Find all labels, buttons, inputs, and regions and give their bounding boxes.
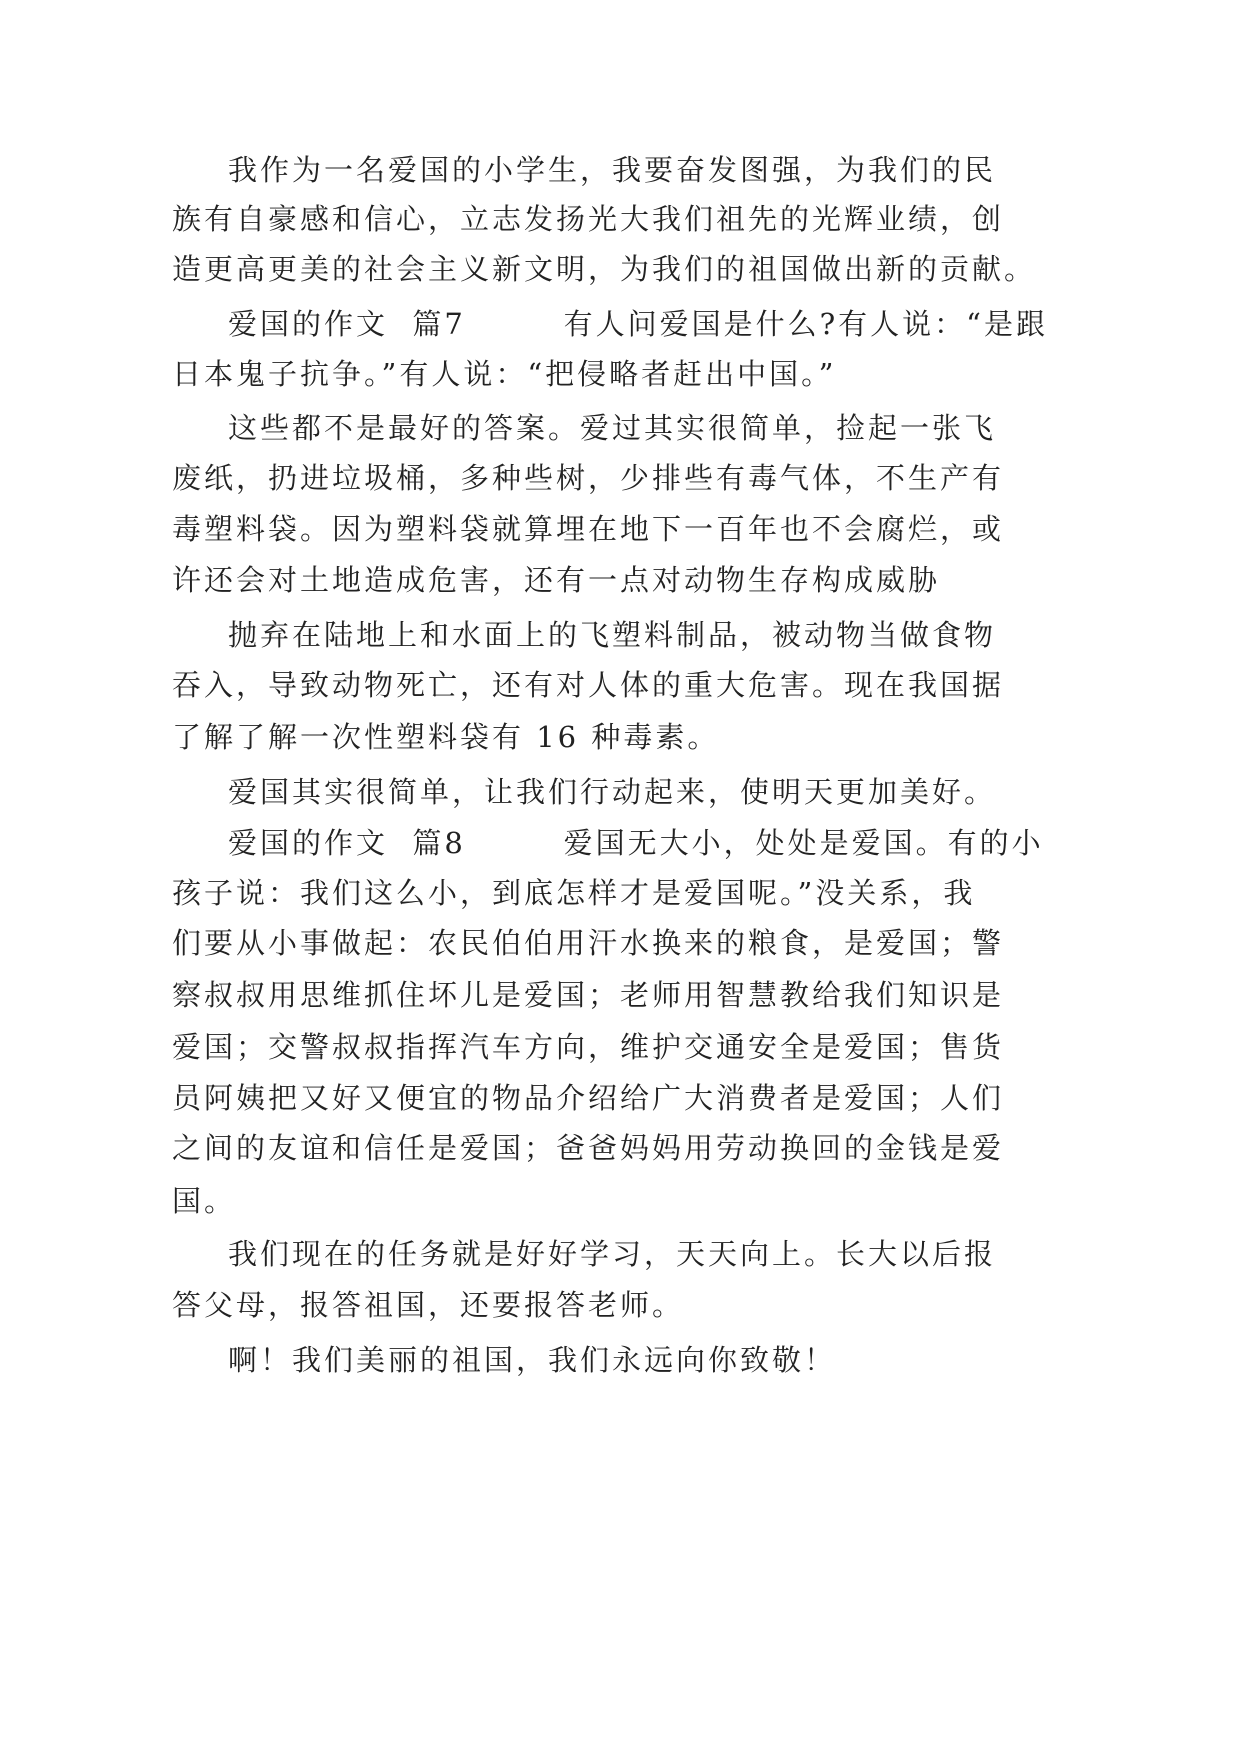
text-line: 我作为一名爱国的小学生，我要奋发图强，为我们的民 — [228, 153, 997, 187]
text-line: 们要从小事做起：农民伯伯用汗水换来的粮食，是爱国；警 — [172, 926, 1005, 960]
text-line: 这些都不是最好的答案。爱过其实很简单，捡起一张飞 — [228, 411, 997, 445]
text-line: 国。 — [172, 1184, 237, 1218]
text-line: 之间的友谊和信任是爱国；爸爸妈妈用劳动换回的金钱是爱 — [172, 1131, 1005, 1165]
text-line: 造更高更美的社会主义新文明，为我们的祖国做出新的贡献。 — [172, 252, 1037, 286]
text-line: 爱国；交警叔叔指挥汽车方向，维护交通安全是爱国；售货 — [172, 1030, 1005, 1064]
section-heading-line: 爱国的作文 篇7 有人问爱国是什么?有人说：“是跟 — [228, 307, 1049, 341]
text-line: 我们现在的任务就是好好学习，天天向上。长大以后报 — [228, 1237, 997, 1271]
text-line: 孩子说：我们这么小，到底怎样才是爱国呢。”没关系，我 — [172, 876, 976, 910]
text-line: 吞入，导致动物死亡，还有对人体的重大危害。现在我国据 — [172, 668, 1005, 702]
text-line: 察叔叔用思维抓住坏儿是爱国；老师用智慧教给我们知识是 — [172, 978, 1005, 1012]
text-line: 爱国其实很简单，让我们行动起来，使明天更加美好。 — [228, 775, 997, 809]
text-line: 抛弃在陆地上和水面上的飞塑料制品，被动物当做食物 — [228, 618, 997, 652]
section-heading-line: 爱国的作文 篇8 爱国无大小，处处是爱国。有的小 — [228, 826, 1044, 860]
text-line: 废纸，扔进垃圾桶，多种些树，少排些有毒气体，不生产有 — [172, 461, 1005, 495]
text-line: 啊！我们美丽的祖国，我们永远向你致敬！ — [228, 1343, 837, 1377]
text-line: 员阿姨把又好又便宜的物品介绍给广大消费者是爱国；人们 — [172, 1081, 1005, 1115]
text-line: 了解了解一次性塑料袋有 16 种毒素。 — [172, 720, 720, 754]
text-line: 族有自豪感和信心，立志发扬光大我们祖先的光辉业绩，创 — [172, 202, 1005, 236]
text-line: 毒塑料袋。因为塑料袋就算埋在地下一百年也不会腐烂，或 — [172, 512, 1005, 546]
text-line: 日本鬼子抗争。”有人说：“把侵略者赶出中国。” — [172, 357, 837, 391]
text-line: 许还会对土地造成危害，还有一点对动物生存构成威胁 — [172, 563, 941, 597]
text-line: 答父母，报答祖国，还要报答老师。 — [172, 1288, 685, 1322]
